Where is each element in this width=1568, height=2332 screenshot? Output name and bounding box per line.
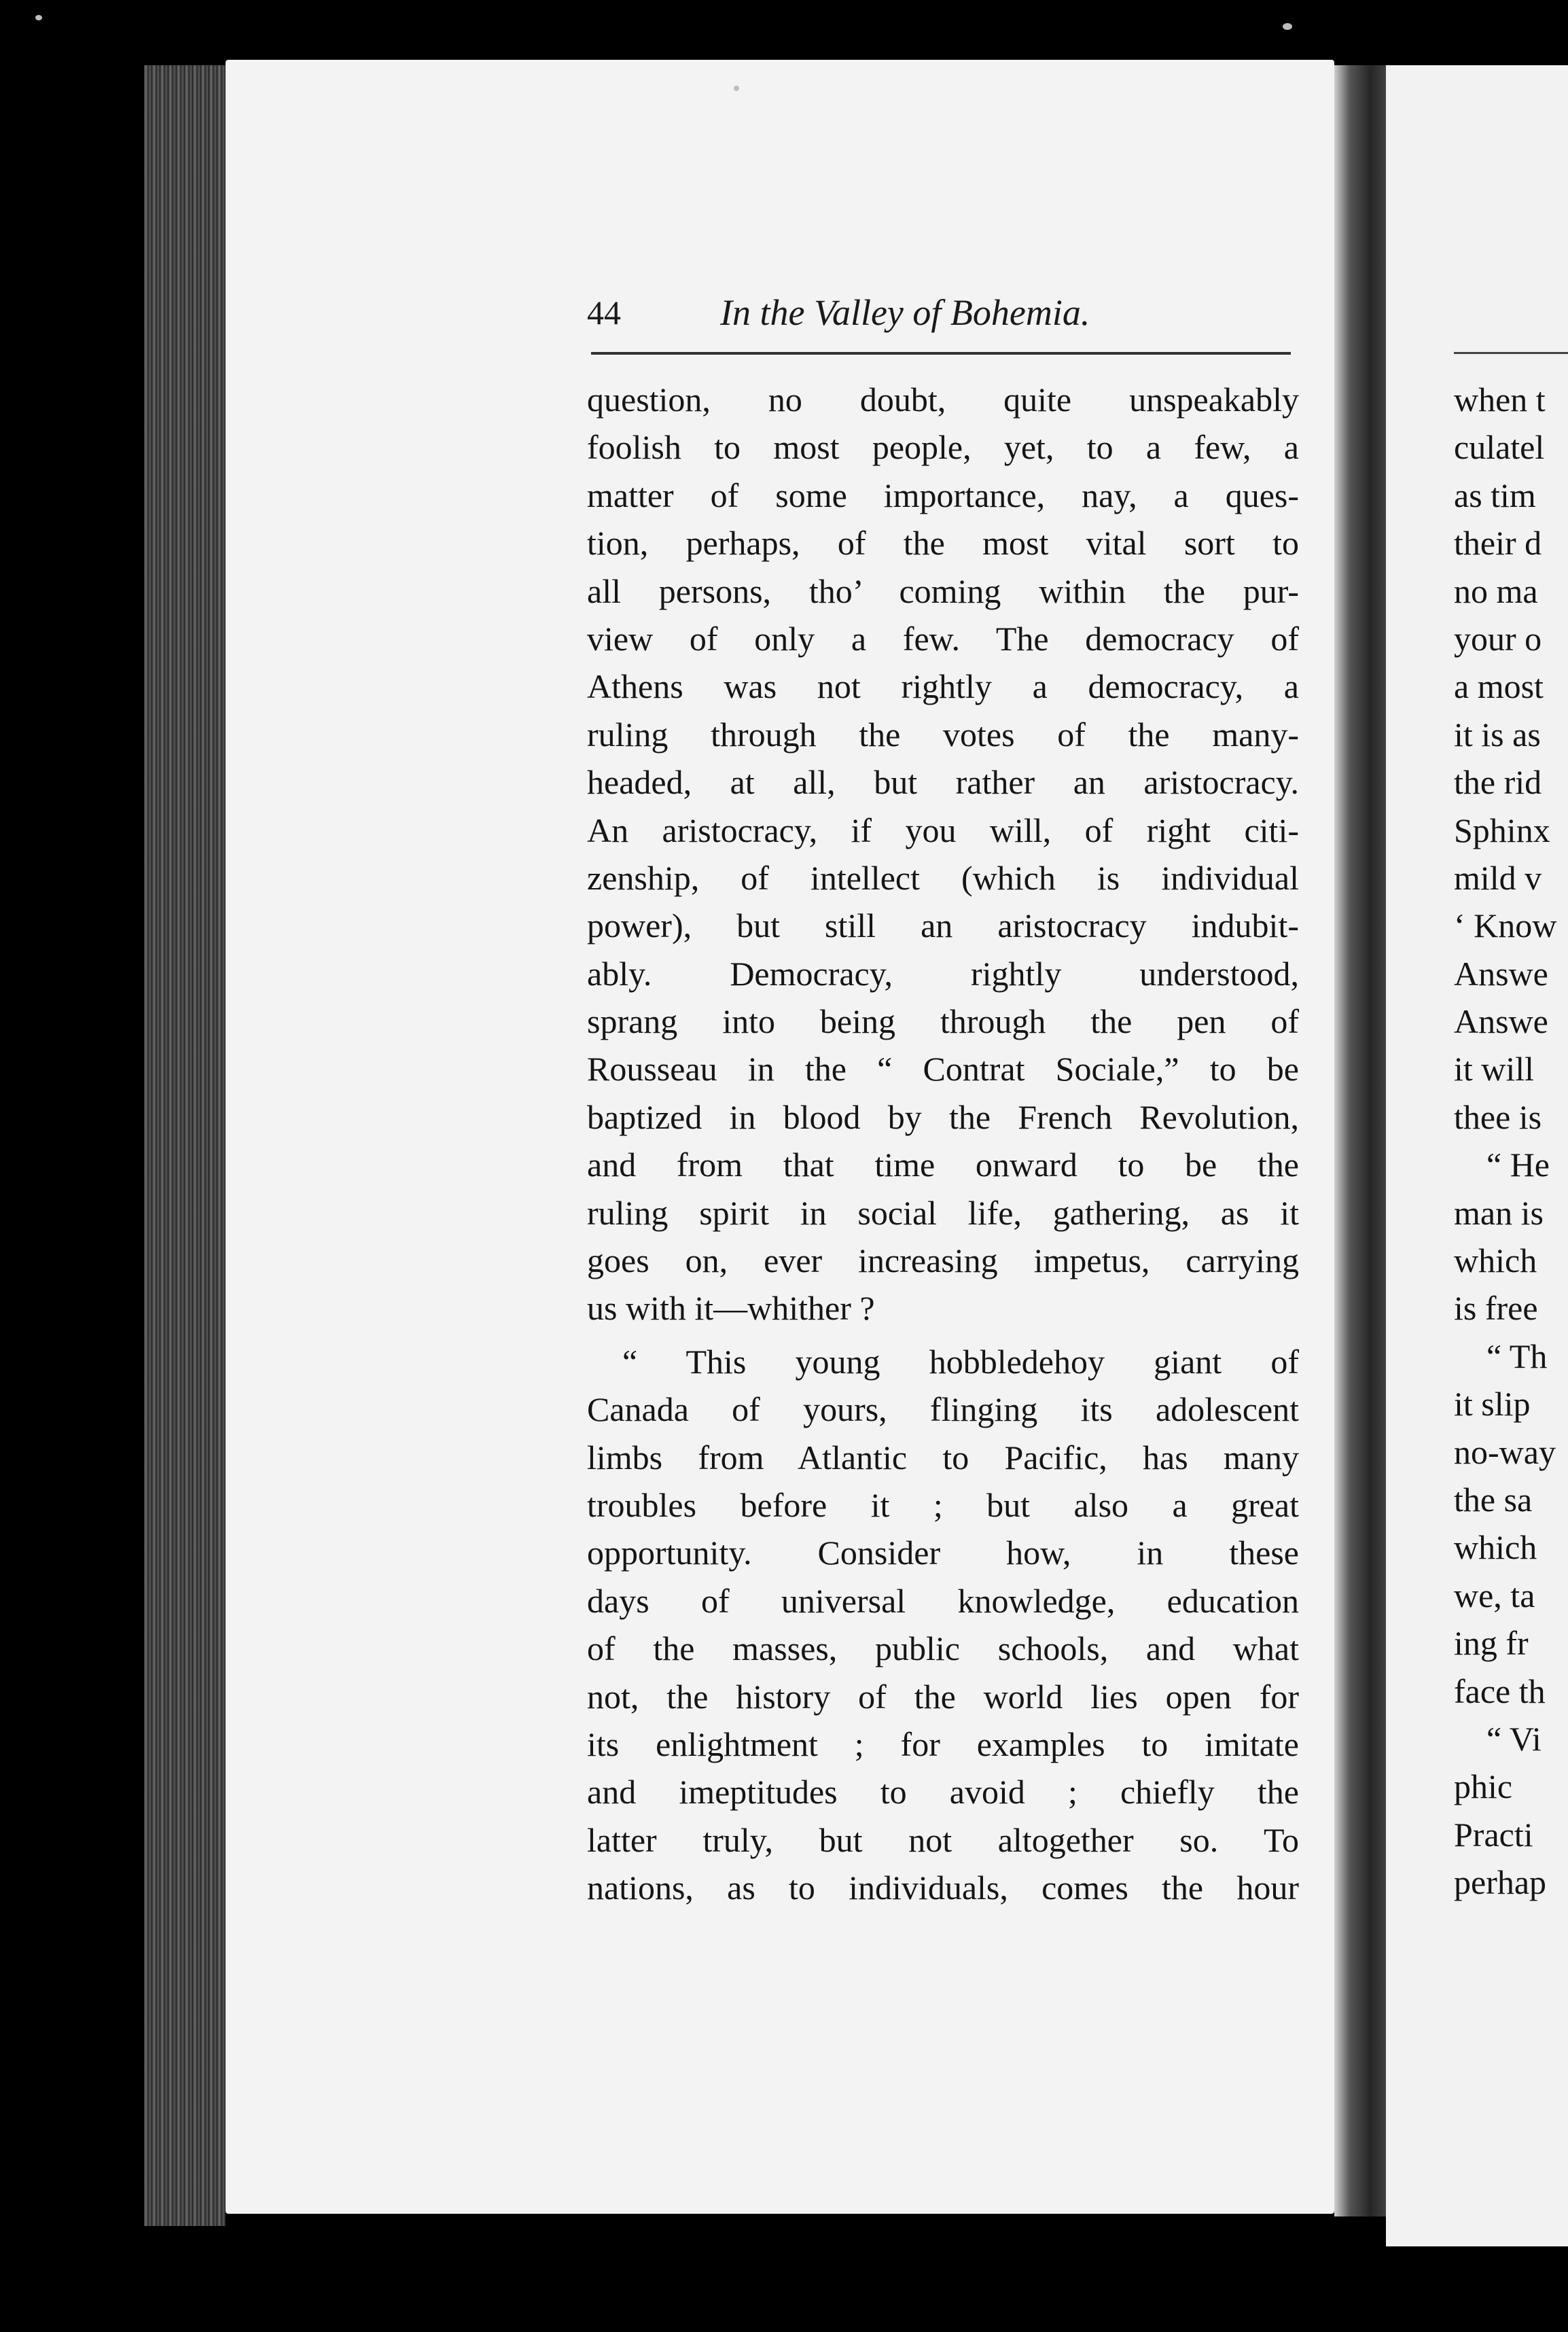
- text-line: is free: [1454, 1289, 1538, 1328]
- text-line: and from that time onward to be the: [587, 1146, 1299, 1184]
- text-line: Canada of yours, flinging its adolescent: [587, 1390, 1299, 1429]
- text-line: troubles before it ; but also a great: [587, 1485, 1299, 1524]
- text-line: “ Vi: [1486, 1719, 1542, 1758]
- text-line: headed, at all, but rather an aristocracy.: [587, 763, 1299, 802]
- text-line: phic: [1454, 1767, 1513, 1806]
- text-line: zenship, of intellect (which is individual: [587, 858, 1299, 897]
- text-line: power), but still an aristocracy indubit-: [587, 906, 1299, 945]
- text-line: tion, perhaps, of the most vital sort to: [587, 524, 1299, 563]
- text-line: An aristocracy, if you will, of right citi-: [587, 811, 1299, 849]
- text-line: it will: [1454, 1050, 1535, 1089]
- text-line: when t: [1454, 381, 1546, 419]
- text-line: “ This young hobbledehoy giant of: [622, 1342, 1299, 1381]
- text-line: the sa: [1454, 1480, 1533, 1519]
- book-fore-edge: [144, 65, 226, 2226]
- ink-speck: [35, 15, 42, 20]
- text-line: nations, as to individuals, comes the hour: [587, 1869, 1299, 1907]
- text-line: opportunity. Consider how, in these: [587, 1534, 1299, 1572]
- text-line: Practi: [1454, 1815, 1533, 1854]
- text-line: view of only a few. The democracy of: [587, 619, 1299, 658]
- text-line: their d: [1454, 524, 1542, 563]
- running-title: In the Valley of Bohemia.: [720, 292, 1090, 333]
- paragraph-gap: [587, 1332, 1299, 1338]
- left-page-body: [587, 376, 1299, 1912]
- text-line: its enlightment ; for examples to imitate: [587, 1725, 1299, 1763]
- text-line: limbs from Atlantic to Pacific, has many: [587, 1438, 1299, 1477]
- text-line: no ma: [1454, 571, 1538, 610]
- text-line: foolish to most people, yet, to a few, a: [587, 428, 1299, 467]
- text-line: Rousseau in the “ Contrat Sociale,” to be: [587, 1050, 1299, 1089]
- page-number: 44: [587, 294, 621, 332]
- text-line: perhap: [1454, 1863, 1547, 1902]
- text-line: ruling spirit in social life, gathering, as it: [587, 1193, 1299, 1232]
- text-line: matter of some importance, nay, a ques-: [587, 476, 1299, 514]
- ink-speck: [734, 86, 739, 91]
- text-line: the rid: [1454, 763, 1542, 802]
- text-line: baptized in blood by the French Revolution,: [587, 1097, 1299, 1136]
- text-line: all persons, tho’ coming within the pur-: [587, 571, 1299, 610]
- text-line: days of universal knowledge, education: [587, 1581, 1299, 1620]
- header-rule: [591, 352, 1291, 355]
- text-line: Answe: [1454, 1002, 1548, 1041]
- text-line: not, the history of the world lies open for: [587, 1677, 1299, 1716]
- ink-speck: [1283, 23, 1292, 30]
- text-line: man is: [1454, 1193, 1544, 1232]
- text-line: Answe: [1454, 954, 1548, 993]
- text-line: face th: [1454, 1672, 1546, 1710]
- text-line: as tim: [1454, 476, 1536, 514]
- text-line: mild v: [1454, 858, 1542, 897]
- text-line: thee is: [1454, 1097, 1542, 1136]
- text-line: culatel: [1454, 428, 1545, 467]
- right-page-header-rule: [1454, 352, 1568, 354]
- right-page-body: [1454, 376, 1568, 1907]
- text-line: sprang into being through the pen of: [587, 1002, 1299, 1041]
- text-line: goes on, ever increasing impetus, carrying: [587, 1241, 1299, 1280]
- text-line: ably. Democracy, rightly understood,: [587, 954, 1299, 993]
- text-line: of the masses, public schools, and what: [587, 1629, 1299, 1668]
- text-line: Sphinx: [1454, 811, 1550, 849]
- text-line: Athens was not rightly a democracy, a: [587, 667, 1299, 706]
- text-line: “ He: [1486, 1146, 1550, 1184]
- gutter-shadow: [1334, 65, 1386, 2216]
- text-line: we, ta: [1454, 1576, 1535, 1614]
- text-line: ing fr: [1454, 1624, 1529, 1663]
- text-line: which: [1454, 1528, 1537, 1567]
- text-line: question, no doubt, quite unspeakably: [587, 381, 1299, 419]
- text-line: ‘ Know: [1454, 906, 1557, 945]
- text-line: us with it—whither ?: [587, 1289, 875, 1328]
- running-head: [587, 285, 1294, 340]
- text-line: a most: [1454, 667, 1544, 706]
- text-line: it slip: [1454, 1385, 1531, 1424]
- text-line: no-way: [1454, 1432, 1556, 1471]
- text-line: and imeptitudes to avoid ; chiefly the: [587, 1773, 1299, 1812]
- text-line: which: [1454, 1241, 1537, 1280]
- text-line: latter truly, but not altogether so. To: [587, 1820, 1299, 1859]
- text-line: “ Th: [1486, 1337, 1548, 1375]
- text-line: your o: [1454, 619, 1542, 658]
- text-line: it is as: [1454, 715, 1541, 754]
- text-line: ruling through the votes of the many-: [587, 715, 1299, 754]
